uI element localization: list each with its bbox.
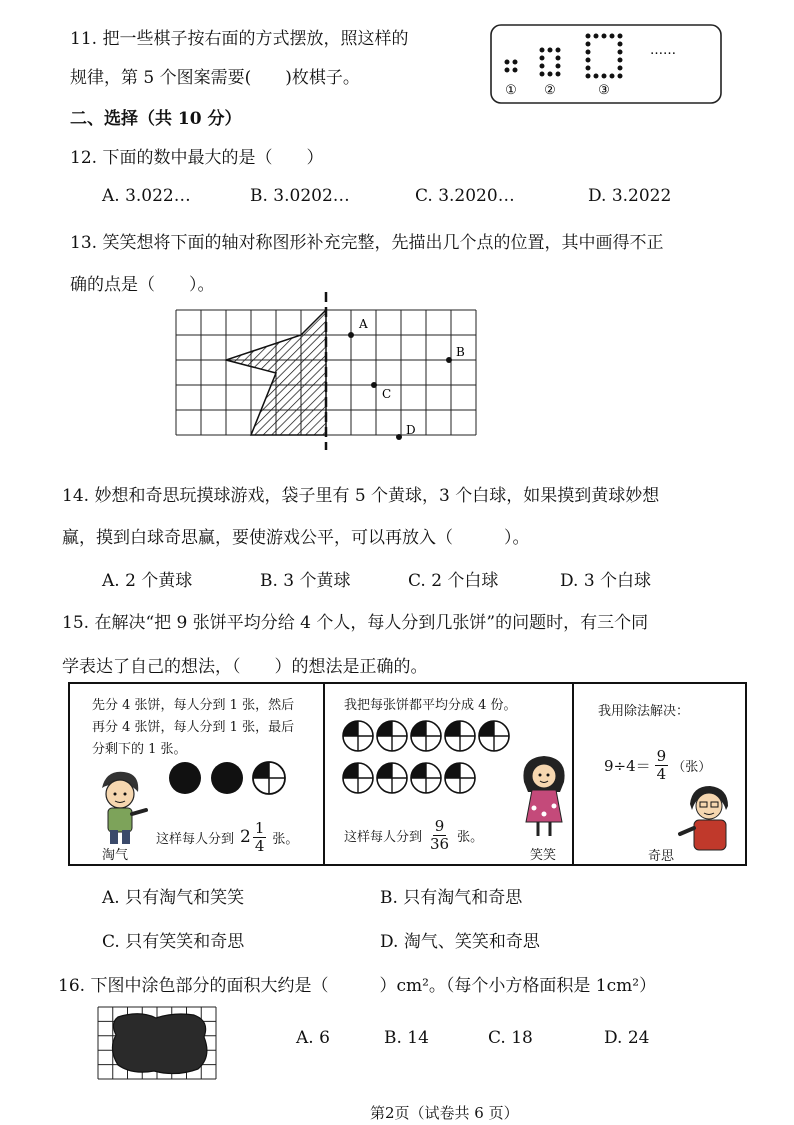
q14-option-d: D. 3 个白球 — [560, 571, 652, 591]
shaded-region — [112, 1014, 206, 1074]
symmetry-grid-figure — [170, 290, 490, 450]
panel1-text-1: 先分 4 张饼，每人分到 1 张，然后 — [92, 698, 295, 713]
point-b-label: B — [456, 345, 465, 359]
panel-divider-2 — [572, 684, 574, 864]
chess-pattern-figure — [490, 24, 722, 104]
q12-stem: 12. 下面的数中最大的是（ ） — [70, 148, 324, 168]
panel2-fraction — [428, 818, 451, 852]
pattern-1 — [505, 60, 518, 73]
q15-line1: 15. 在解决“把 9 张饼平均分给 4 个人，每人分到几张饼”的问题时，有三个同 — [62, 613, 649, 633]
area-grid-figure — [96, 1005, 220, 1081]
panel2-fraction-num: 9 — [434, 817, 445, 835]
q12-option-d: D. 3.2022 — [588, 186, 672, 206]
q14-option-a: A. 2 个黄球 — [102, 571, 193, 591]
page-footer: 第2页（试卷共 6 页） — [370, 1104, 519, 1122]
section-title: 二、选择（共 10 分） — [70, 109, 242, 129]
qisi-avatar — [676, 782, 740, 858]
panel2-result — [344, 818, 483, 852]
panel3-fraction-num: 9 — [656, 747, 667, 765]
point-b — [446, 357, 452, 363]
q15-option-c: C. 只有笑笑和奇思 — [102, 932, 245, 952]
pattern-label-3: ③ — [598, 83, 610, 98]
q16-option-c: C. 18 — [488, 1028, 533, 1048]
panel3-fraction-den: 4 — [656, 764, 667, 783]
q12-option-c: C. 3.2020… — [415, 186, 515, 206]
panel1-result-pre: 这样每人分到 — [156, 831, 235, 847]
point-a — [348, 332, 354, 338]
q14-option-b: B. 3 个黄球 — [260, 571, 351, 591]
q15-option-d: D. 淘气、笑笑和奇思 — [380, 932, 540, 952]
q13-line1: 13. 笑笑想将下面的轴对称图形补充完整，先描出几个点的位置，其中画得不正 — [70, 233, 664, 253]
q15-option-a: A. 只有淘气和笑笑 — [102, 888, 245, 908]
taoqi-avatar — [88, 766, 152, 852]
panel2-text-1: 我把每张饼都平均分成 4 份。 — [344, 698, 517, 713]
q15-option-b: B. 只有淘气和奇思 — [380, 888, 523, 908]
q12-option-b: B. 3.0202… — [250, 186, 350, 206]
panel3-fraction — [655, 748, 669, 782]
panel2-name: 笑笑 — [530, 848, 557, 863]
panel1-text-2: 再分 4 张饼，每人分到 1 张，最后 — [92, 720, 295, 735]
q15-line2: 学表达了自己的想法，（ ）的想法是正确的。 — [62, 657, 428, 677]
panel1-pancakes — [168, 760, 288, 800]
q16-option-d: D. 24 — [604, 1028, 650, 1048]
panel2-fraction-den: 36 — [430, 834, 450, 853]
pancake-whole-1 — [169, 762, 201, 794]
panel1-result-post: 张。 — [272, 831, 299, 847]
pattern-label-1: ① — [505, 83, 517, 98]
q12-option-a: A. 3.022… — [102, 186, 191, 206]
q14-line2: 赢，摸到白球奇思赢，要使游戏公平，可以再放入（ ）。 — [62, 528, 530, 548]
point-c-label: C — [382, 387, 392, 401]
panel2-pancakes — [340, 718, 520, 802]
pattern-label-2: ② — [544, 83, 556, 98]
panel2-result-post: 张。 — [457, 829, 484, 845]
panel-divider-1 — [323, 684, 325, 864]
point-d — [396, 434, 402, 440]
panel3-expression — [604, 748, 711, 782]
panel3-name: 奇思 — [648, 849, 675, 864]
panel3-expr: 9÷4＝ — [604, 756, 651, 775]
pattern-ellipsis: …… — [650, 43, 676, 58]
pancake-row-1 — [343, 721, 509, 751]
pancake-quartered — [253, 762, 285, 794]
q16-option-b: B. 14 — [384, 1028, 429, 1048]
q13-line2: 确的点是（ ）。 — [70, 275, 215, 295]
panel3-unit: （张） — [672, 759, 712, 775]
q11-line2: 规律，第 5 个图案需要( )枚棋子。 — [70, 68, 360, 88]
panel1-result — [156, 820, 298, 854]
panel1-fraction — [253, 820, 267, 854]
point-d-label: D — [406, 423, 416, 437]
panel1-whole: 2 — [240, 827, 251, 847]
pattern-2 — [540, 48, 561, 77]
panel1-fraction-num: 1 — [254, 819, 265, 837]
pancake-whole-2 — [211, 762, 243, 794]
pattern-3 — [586, 34, 623, 79]
point-a-label: A — [359, 317, 368, 331]
panel1-text-3: 分剩下的 1 张。 — [92, 742, 187, 757]
q11-line1: 11. 把一些棋子按右面的方式摆放，照这样的 — [70, 29, 409, 49]
panel2-result-pre: 这样每人分到 — [344, 829, 423, 845]
panel1-fraction-den: 4 — [254, 836, 265, 855]
q14-option-c: C. 2 个白球 — [408, 571, 499, 591]
point-c — [371, 382, 377, 388]
q16-option-a: A. 6 — [296, 1028, 330, 1048]
panel1-name: 淘气 — [102, 848, 129, 863]
q14-line1: 14. 妙想和奇思玩摸球游戏，袋子里有 5 个黄球，3 个白球，如果摸到黄球妙想 — [62, 486, 660, 506]
pancake-row-2 — [343, 763, 475, 793]
panel3-text-1: 我用除法解决： — [598, 704, 690, 719]
xiaoxiao-avatar — [516, 752, 572, 842]
q16-stem: 16. 下图中涂色部分的面积大约是（ ）cm²。（每个小方格面积是 1cm²） — [58, 976, 657, 996]
